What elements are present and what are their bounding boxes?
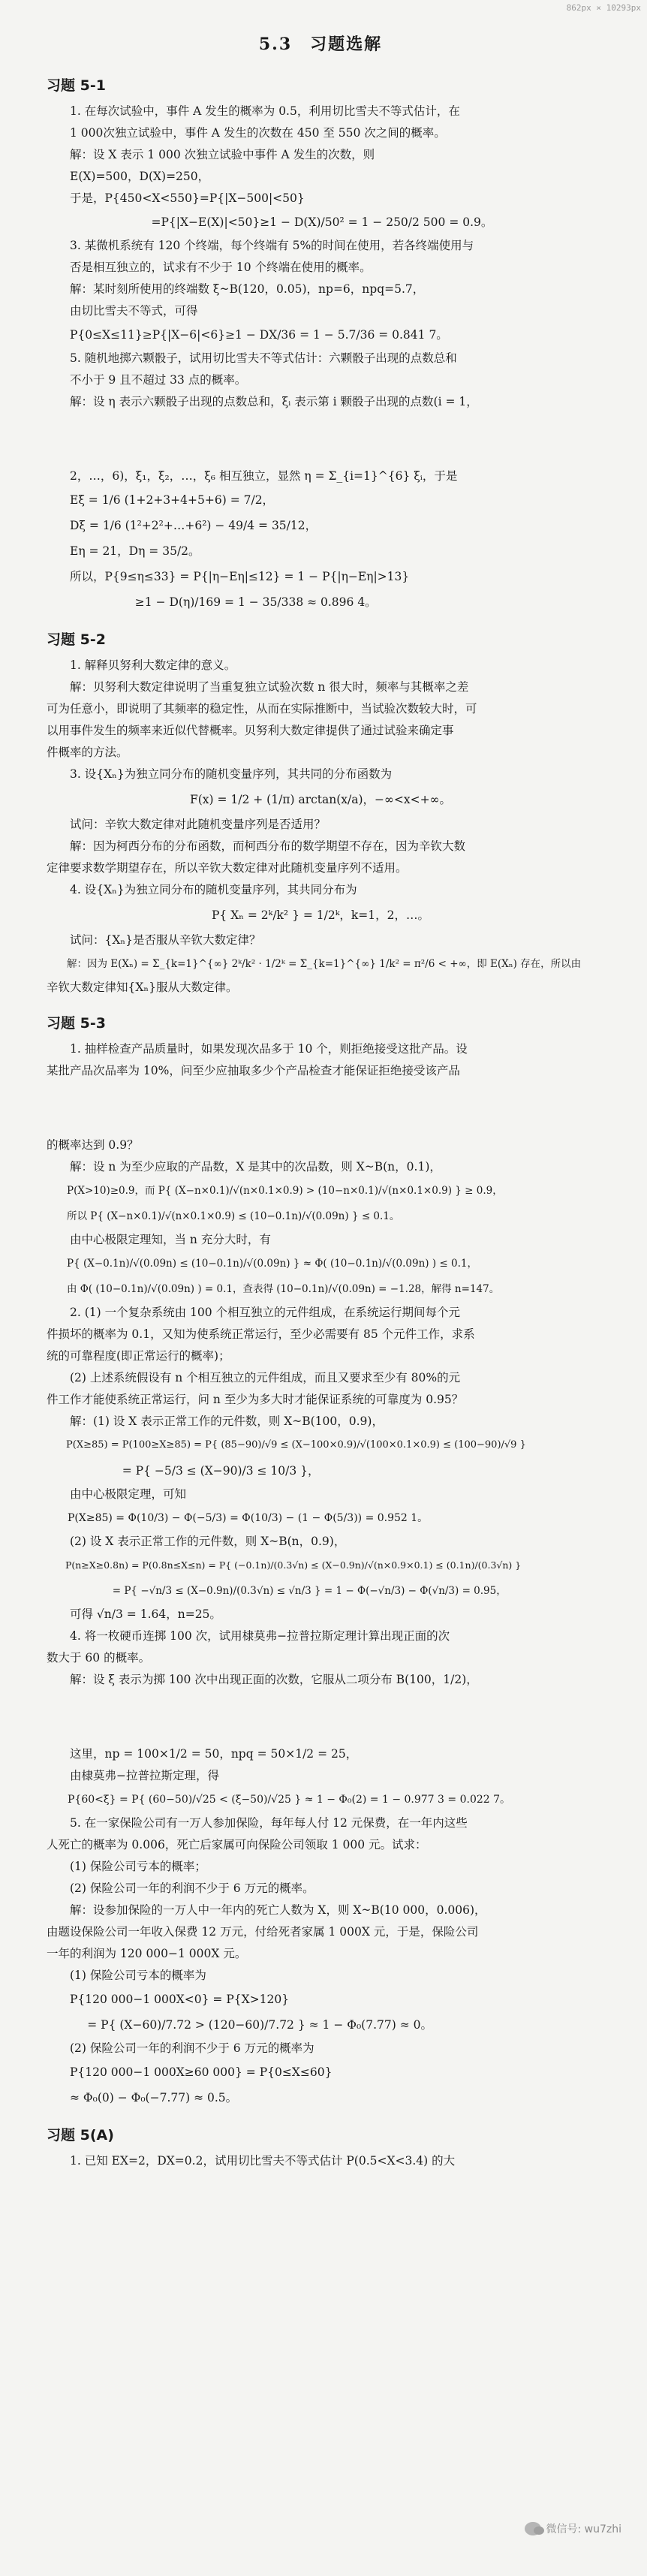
solution-text: 解：因为柯西分布的分布函数，而柯西分布的数学期望不存在，因为辛钦大数	[70, 839, 466, 853]
formula-line: P{ Xₙ = 2ᵏ/k² } = 1/2ᵏ，k=1，2，…。	[212, 908, 429, 922]
solution-text: (2) 保险公司一年的利润不少于 6 万元的概率为	[70, 2041, 314, 2055]
formula-line: P{0≤X≤11}≥P{|X−6|<6}≥1 − DX/36 = 1 − 5.7/36 = 0.841 7。	[70, 328, 448, 342]
section-heading-5-2: 习题 5-2	[47, 631, 106, 648]
solution-text: 以用事件发生的频率来近似代替概率。贝努利大数定律提供了通过试验来确定事	[47, 724, 454, 737]
solution-text: 一年的利润为 120 000−1 000X 元。	[47, 1947, 247, 1960]
problem-text: 3. 设{Xₙ}为独立同分布的随机变量序列，其共同的分布函数为	[70, 767, 393, 781]
formula-line: P{120 000−1 000X<0} = P{X>120}	[70, 1993, 290, 2006]
problem-text: 5. 随机地掷六颗骰子，试用切比雪夫不等式估计：六颗骰子出现的点数总和	[70, 351, 457, 365]
formula-line: 解：因为 E(Xₙ) = Σ_{k=1}^{∞} 2ᵏ/k² · 1/2ᵏ = Σ_{k=1}^{∞} 1/k² = π²/6 < +∞，即 E(Xₙ) 存在，所以由	[67, 958, 582, 970]
solution-text: 定律要求数学期望存在，所以辛钦大数定律对此随机变量序列不适用。	[47, 861, 408, 875]
watermark-text: 微信号: wu7zhi	[546, 2523, 621, 2535]
problem-text: 统的可靠程度(即正常运行的概率)；	[47, 1349, 230, 1363]
solution-text: 可得 √n/3 = 1.64，n=25。	[70, 1607, 221, 1621]
problem-text: 某批产品次品率为 10%，问至少应抽取多少个产品检查才能保证拒绝接受该产品	[47, 1064, 460, 1077]
problem-text: 4. 设{Xₙ}为独立同分布的随机变量序列，其共同分布为	[70, 883, 357, 896]
solution-text: 2，…，6)，ξ₁，ξ₂，…，ξ₆ 相互独立，显然 η = Σ_{i=1}^{6} ξᵢ，于是	[70, 469, 458, 483]
problem-text: 1. 已知 EX=2，DX=0.2，试用切比雪夫不等式估计 P(0.5<X<3.4) 的大	[70, 2154, 456, 2168]
problem-text: 1. 在每次试验中，事件 A 发生的概率为 0.5，利用切比雪夫不等式估计，在	[70, 104, 460, 118]
problem-text: (2) 保险公司一年的利润不少于 6 万元的概率。	[70, 1882, 314, 1895]
problem-text: 3. 某微机系统有 120 个终端，每个终端有 5%的时间在使用，若各终端使用与	[70, 239, 474, 252]
solution-text: (1) 保险公司亏本的概率为	[70, 1969, 206, 1982]
problem-text: 1. 解释贝努利大数定律的意义。	[70, 658, 236, 672]
formula-line: Dξ = 1/6 (1²+2²+…+6²) − 49/4 = 35/12，	[70, 519, 317, 532]
problem-text: 4. 将一枚硬币连掷 100 次，试用棣莫弗−拉普拉斯定理计算出现正面的次	[70, 1629, 450, 1643]
wechat-watermark	[525, 2521, 621, 2536]
page-title: 5.3 习题选解	[258, 35, 383, 54]
formula-line: 所以，P{9≤η≤33} = P{|η−Eη|≤12} = 1 − P{|η−Eη|>13}	[70, 570, 410, 583]
solution-text: 可为任意小，即说明了其频率的稳定性，从而在实际推断中，当试验次数较大时，可	[47, 702, 477, 716]
formula-line: P{ (X−0.1n)/√(0.09n) ≤ (10−0.1n)/√(0.09n) } ≈ Φ( (10−0.1n)/√(0.09n) ) ≤ 0.1，	[67, 1258, 477, 1270]
solution-text: 解：设 ξ 表示为掷 100 次中出现正面的次数，它服从二项分布 B(100，1/2)，	[70, 1673, 478, 1686]
wechat-icon	[525, 2522, 541, 2535]
solution-text: 件概率的方法。	[47, 746, 128, 759]
formula-line: P(X>10)≥0.9，而 P{ (X−n×0.1)/√(n×0.1×0.9) > (10−n×0.1)/√(n×0.1×0.9) } ≥ 0.9，	[67, 1185, 503, 1197]
formula-line: 由 Φ( (10−0.1n)/√(0.09n) ) = 0.1，查表得 (10−0.1n)/√(0.09n) = −1.28，解得 n=147。	[67, 1283, 500, 1295]
problem-text: 否是相互独立的，试求有不少于 10 个终端在使用的概率。	[70, 261, 372, 274]
formula-line: ≈ Φ₀(0) − Φ₀(−7.77) ≈ 0.5。	[70, 2091, 238, 2104]
problem-text: 1 000次独立试验中，事件 A 发生的次数在 450 至 550 次之间的概率。	[70, 126, 446, 140]
solution-text: 解：(1) 设 X 表示正常工作的元件数，则 X~B(100，0.9)，	[70, 1415, 384, 1428]
problem-text: 件工作才能使系统正常运行，问 n 至少为多大时才能保证系统的可靠度为 0.95？	[47, 1393, 464, 1406]
formula-line: 所以 P{ (X−n×0.1)/√(n×0.1×0.9) ≤ (10−0.1n)/√(0.09n) } ≤ 0.1。	[67, 1210, 400, 1222]
solution-text: 由中心极限定理知，当 n 充分大时，有	[70, 1233, 271, 1246]
formula-line: Eη = 21，Dη = 35/2。	[70, 544, 200, 558]
problem-text: 试问：辛钦大数定律对此随机变量序列是否适用？	[70, 818, 327, 831]
solution-text: 由题设保险公司一年收入保费 12 万元，付给死者家属 1 000X 元，于是，保险公司	[47, 1925, 479, 1939]
problem-text: 2. (1) 一个复杂系统由 100 个相互独立的元件组成，在系统运行期间每个元	[70, 1306, 461, 1319]
section-heading-5-3: 习题 5-3	[47, 1015, 106, 1032]
formula-line: = P{ −5/3 ≤ (X−90)/3 ≤ 10/3 }，	[122, 1464, 320, 1478]
formula-line: P(X≥85) = P(100≥X≥85) = P{ (85−90)/√9 ≤ (X−100×0.9)/√(100×0.1×0.9) ≤ (100−90)/√9 }	[66, 1439, 526, 1451]
solution-text: 解：设参加保险的一万人中一年内的死亡人数为 X，则 X~B(10 000，0.006)，	[70, 1903, 486, 1917]
formula-line: E(X)=500，D(X)=250，	[70, 170, 210, 183]
problem-text: 试问：{Xₙ}是否服从辛钦大数定律？	[70, 933, 261, 947]
problem-text: 人死亡的概率为 0.006，死亡后家属可向保险公司领取 1 000 元。试求：	[47, 1838, 427, 1851]
formula-line: =P{|X−E(X)|<50}≥1 − D(X)/50² = 1 − 250/2 500 = 0.9。	[151, 215, 493, 229]
problem-text: 件损坏的概率为 0.1，又知为使系统正常运行，至少必需要有 85 个元件工作，求系	[47, 1327, 475, 1341]
problem-text: 不小于 9 且不超过 33 点的概率。	[70, 373, 247, 387]
problem-text: 数大于 60 的概率。	[47, 1651, 151, 1665]
solution-text: 解：某时刻所使用的终端数 ξ~B(120，0.05)，np=6，npq=5.7，	[70, 282, 425, 296]
section-heading-5-1: 习题 5-1	[47, 77, 106, 94]
solution-text: 解：贝努利大数定律说明了当重复独立试验次数 n 很大时，频率与其概率之差	[70, 680, 469, 694]
solution-text: (2) 设 X 表示正常工作的元件数，则 X~B(n，0.9)，	[70, 1535, 346, 1548]
formula-line: P(X≥85) = Φ(10/3) − Φ(−5/3) = Φ(10/3) − (1 − Φ(5/3)) = 0.952 1。	[68, 1512, 429, 1524]
problem-text: (2) 上述系统假设有 n 个相互独立的元件组成，而且又要求至少有 80%的元	[70, 1371, 461, 1384]
formula-line: Eξ = 1/6 (1+2+3+4+5+6) = 7/2，	[70, 493, 275, 507]
solution-text: 由中心极限定理，可知	[70, 1487, 187, 1501]
formula-line: P{120 000−1 000X≥60 000} = P{0≤X≤60}	[70, 2065, 333, 2079]
section-heading-5A: 习题 5(A)	[47, 2127, 114, 2144]
solution-text: 解：设 η 表示六颗骰子出现的点数总和，ξᵢ 表示第 i 颗骰子出现的点数(i = 1，	[70, 395, 478, 408]
solution-text: 解：设 n 为至少应取的产品数，X 是其中的次品数，则 X~B(n，0.1)，	[70, 1160, 441, 1174]
solution-text: 由棣莫弗−拉普拉斯定理，得	[70, 1769, 219, 1782]
problem-text: (1) 保险公司亏本的概率；	[70, 1860, 206, 1873]
formula-line: P(n≥X≥0.8n) = P(0.8n≤X≤n) = P{ (−0.1n)/(0.3√n) ≤ (X−0.9n)/√(n×0.9×0.1) ≤ (0.1n)/(0.3√n) }	[65, 1559, 522, 1571]
solution-text: 这里，np = 100×1/2 = 50，npq = 50×1/2 = 25，	[70, 1747, 358, 1761]
problem-text: 1. 抽样检查产品质量时，如果发现次品多于 10 个，则拒绝接受这批产品。设	[70, 1042, 468, 1056]
solution-text: 解：设 X 表示 1 000 次独立试验中事件 A 发生的次数，则	[70, 148, 375, 161]
solution-text: 辛钦大数定律知{Xₙ}服从大数定律。	[47, 981, 238, 994]
formula-line: 于是，P{450<X<550}=P{|X−500|<50}	[70, 191, 305, 205]
size-stamp: 862px × 10293px	[566, 3, 641, 13]
problem-text: 的概率达到 0.9？	[47, 1138, 139, 1152]
solution-text: 由切比雪夫不等式，可得	[70, 304, 198, 318]
problem-text: 5. 在一家保险公司有一万人参加保险，每年每人付 12 元保费，在一年内这些	[70, 1816, 468, 1830]
formula-line: = P{ −√n/3 ≤ (X−0.9n)/(0.3√n) ≤ √n/3 } = 1 − Φ(−√n/3) − Φ(√n/3) = 0.95，	[112, 1585, 507, 1597]
formula-line: F(x) = 1/2 + (1/π) arctan(x/a)，−∞<x<+∞。	[189, 793, 452, 806]
formula-line: ≥1 − D(η)/169 = 1 − 35/338 ≈ 0.896 4。	[134, 595, 377, 609]
formula-line: P{60<ξ} = P{ (60−50)/√25 < (ξ−50)/√25 } ≈ 1 − Φ₀(2) = 1 − 0.977 3 = 0.022 7。	[68, 1794, 511, 1806]
formula-line: = P{ (X−60)/7.72 > (120−60)/7.72 } ≈ 1 − Φ₀(7.77) ≈ 0。	[87, 2018, 432, 2032]
